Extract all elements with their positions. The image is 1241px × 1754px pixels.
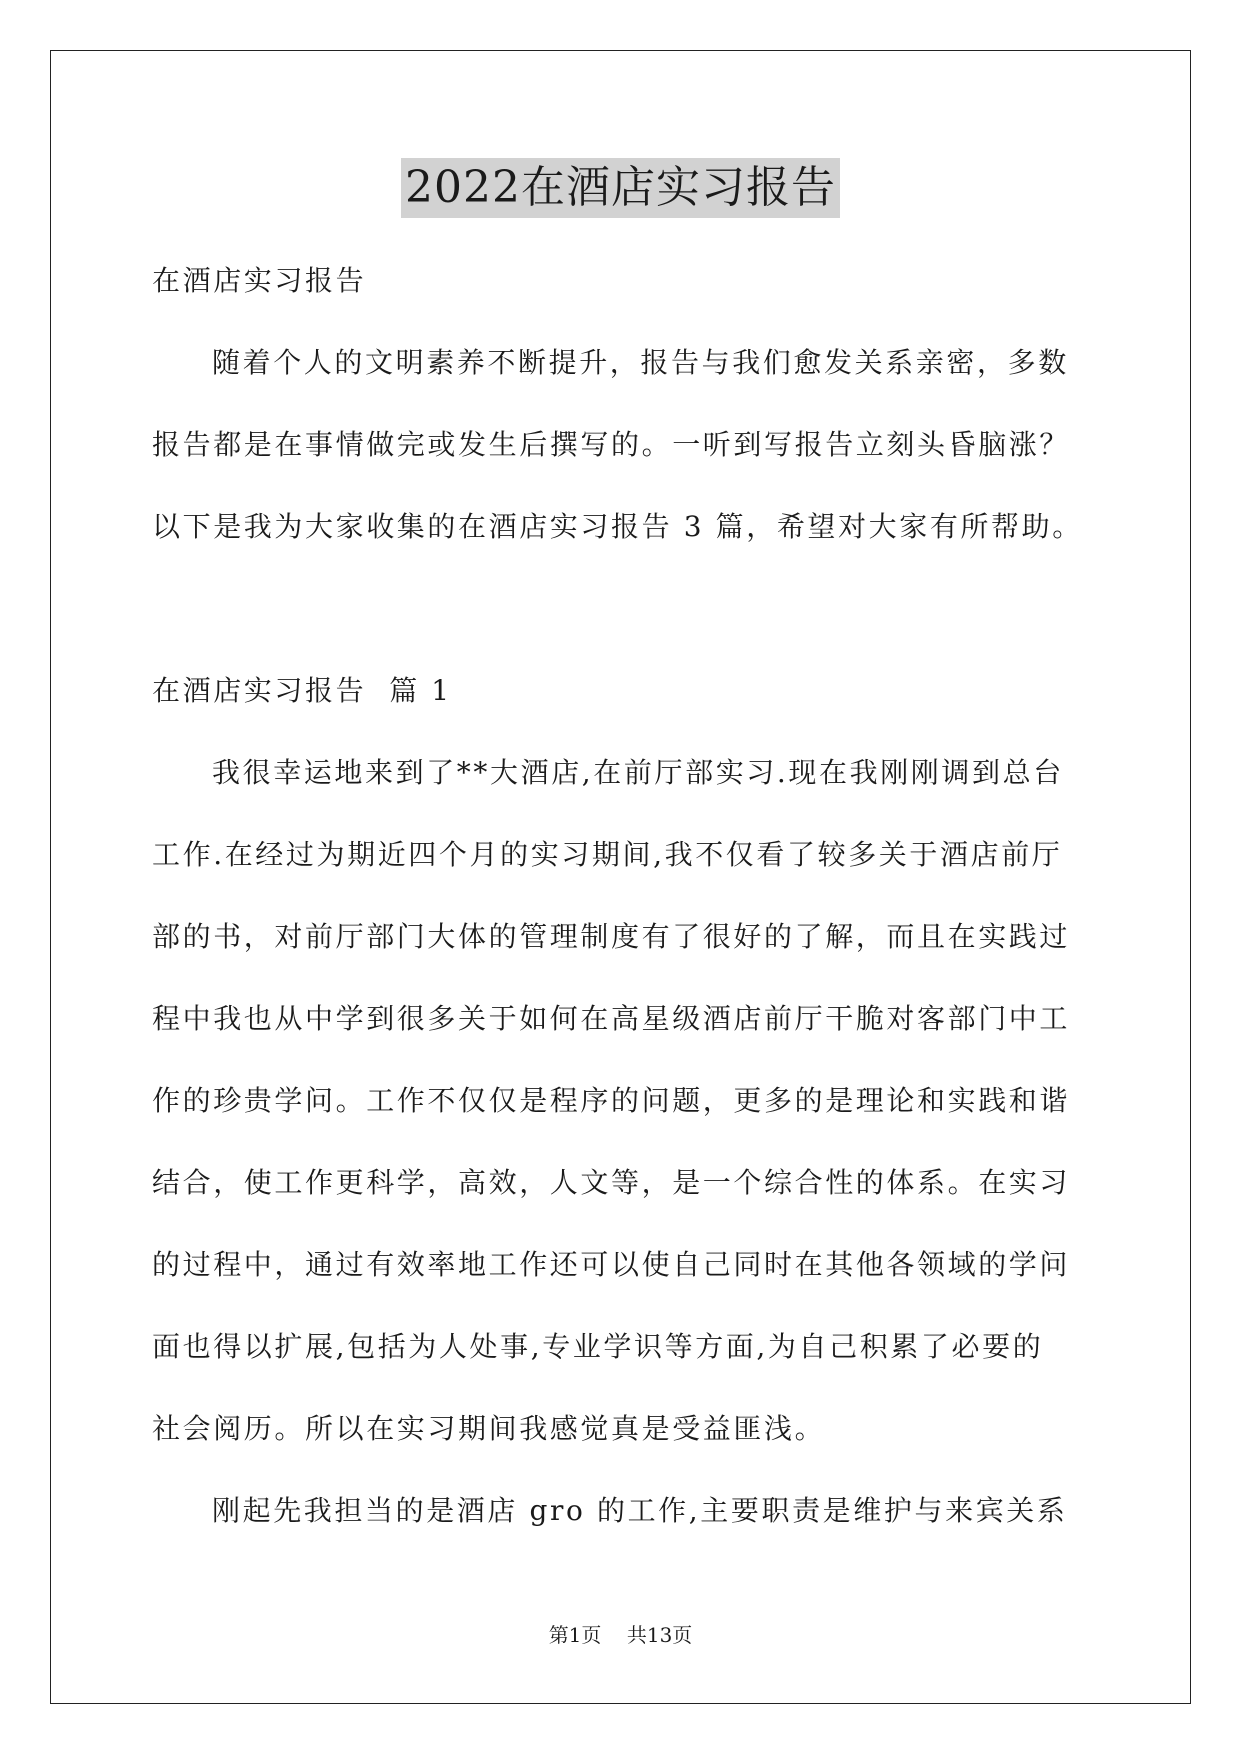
body-line: 刚起先我担当的是酒店 gro 的工作,主要职责是维护与来宾关系: [212, 1494, 1068, 1527]
page-number: 第1页 共13页: [548, 1623, 693, 1647]
body-line: 工作.在经过为期近四个月的实习期间,我不仅看了较多关于酒店前厅: [152, 838, 1063, 871]
document-body: [152, 240, 1092, 1552]
document-title-text: 2022在酒店实习报告: [401, 158, 840, 218]
body-line: 作的珍贵学问。工作不仅仅是程序的问题，更多的是理论和实践和谐: [152, 1084, 1071, 1117]
body-line: 部的书，对前厅部门大体的管理制度有了很好的了解，而且在实践过: [152, 920, 1071, 953]
intro-line: 随着个人的文明素养不断提升，报告与我们愈发关系亲密，多数: [212, 346, 1069, 379]
body-line: 社会阅历。所以在实习期间我感觉真是受益匪浅。: [152, 1412, 826, 1445]
paragraph-gap: [152, 568, 1092, 650]
document-title: [0, 158, 1241, 218]
body-line: 我很幸运地来到了**大酒店,在前厅部实习.现在我刚刚调到总台: [212, 756, 1064, 789]
body-line: 的过程中，通过有效率地工作还可以使自己同时在其他各领域的学问: [152, 1248, 1071, 1281]
body-line: 程中我也从中学到很多关于如何在高星级酒店前厅干脆对客部门中工: [152, 1002, 1071, 1035]
body-line: 结合，使工作更科学，高效，人文等，是一个综合性的体系。在实习: [152, 1166, 1071, 1199]
intro-line: 报告都是在事情做完或发生后撰写的。一听到写报告立刻头昏脑涨？: [152, 428, 1071, 461]
article-heading: 在酒店实习报告 篇 1: [152, 674, 452, 707]
body-line: 面也得以扩展,包括为人处事,专业学识等方面,为自己积累了必要的: [152, 1330, 1044, 1363]
intro-line: 以下是我为大家收集的在酒店实习报告 3 篇，希望对大家有所帮助。: [152, 510, 1083, 543]
section-heading: 在酒店实习报告: [152, 264, 367, 297]
